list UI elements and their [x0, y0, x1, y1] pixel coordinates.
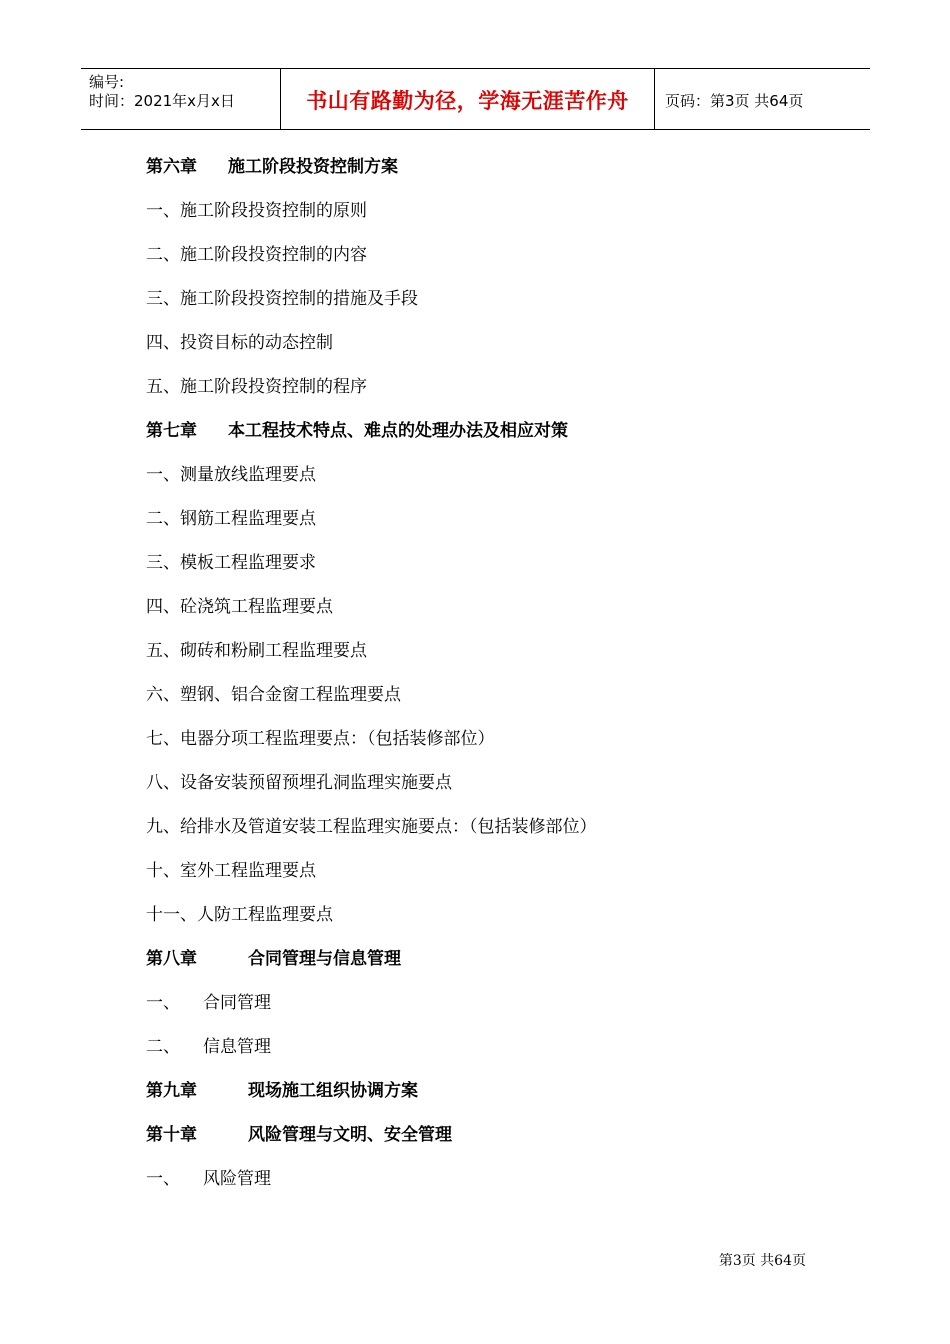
section-title: 砌砖和粉刷工程监理要点	[180, 641, 367, 661]
toc-section-item	[146, 766, 846, 810]
toc-chapter-heading	[146, 1118, 846, 1162]
table-of-contents	[146, 150, 846, 1206]
toc-section-item	[146, 458, 846, 502]
section-title: 施工阶段投资控制的措施及手段	[180, 289, 418, 309]
chapter-title: 本工程技术特点、难点的处理办法及相应对策	[228, 421, 568, 441]
section-number: 九、	[146, 817, 180, 837]
section-number: 六、	[146, 685, 180, 705]
chapter-number: 第十章	[146, 1125, 197, 1145]
document-header	[81, 68, 870, 130]
chapter-number: 第九章	[146, 1081, 197, 1101]
section-number: 五、	[146, 641, 180, 661]
section-number: 七、	[146, 729, 180, 749]
section-number: 八、	[146, 773, 180, 793]
chapter-title: 合同管理与信息管理	[248, 949, 401, 969]
chapter-number: 第六章	[146, 157, 197, 177]
header-motto-cell	[281, 69, 655, 129]
toc-section-item	[146, 986, 846, 1030]
toc-section-item	[146, 810, 846, 854]
section-title: 设备安装预留预埋孔洞监理实施要点	[180, 773, 452, 793]
header-meta-cell	[81, 69, 281, 129]
toc-section-item	[146, 1162, 846, 1206]
toc-chapter-heading	[146, 1074, 846, 1118]
header-page-cell	[655, 69, 870, 129]
toc-chapter-heading	[146, 150, 846, 194]
section-number: 二、	[146, 509, 180, 529]
chapter-title: 施工阶段投资控制方案	[228, 157, 398, 177]
toc-section-item	[146, 194, 846, 238]
toc-section-item	[146, 898, 846, 942]
chapter-number: 第八章	[146, 949, 197, 969]
toc-section-item	[146, 590, 846, 634]
toc-section-item	[146, 634, 846, 678]
toc-section-item	[146, 1030, 846, 1074]
section-title: 投资目标的动态控制	[180, 333, 333, 353]
time-label: 时间：2021年x月x日	[89, 92, 235, 110]
section-number: 十、	[146, 861, 180, 881]
section-title: 施工阶段投资控制的程序	[180, 377, 367, 397]
section-number: 四、	[146, 597, 180, 617]
toc-chapter-heading	[146, 414, 846, 458]
chapter-title: 现场施工组织协调方案	[248, 1081, 418, 1101]
section-number: 一、	[146, 993, 180, 1013]
toc-section-item	[146, 502, 846, 546]
toc-section-item	[146, 370, 846, 414]
section-title: 砼浇筑工程监理要点	[180, 597, 333, 617]
section-number: 二、	[146, 245, 180, 265]
section-title: 塑钢、铝合金窗工程监理要点	[180, 685, 401, 705]
toc-section-item	[146, 854, 846, 898]
page-footer: 第3页 共64页	[718, 1253, 806, 1269]
chapter-number: 第七章	[146, 421, 197, 441]
toc-section-item	[146, 678, 846, 722]
section-number: 一、	[146, 201, 180, 221]
section-title: 测量放线监理要点	[180, 465, 316, 485]
section-number: 二、	[146, 1037, 180, 1057]
toc-section-item	[146, 722, 846, 766]
section-title: 风险管理	[203, 1169, 271, 1189]
section-title: 模板工程监理要求	[180, 553, 316, 573]
toc-section-item	[146, 326, 846, 370]
section-title: 施工阶段投资控制的内容	[180, 245, 367, 265]
section-title: 室外工程监理要点	[180, 861, 316, 881]
header-page-info: 页码：第3页 共64页	[665, 91, 804, 110]
toc-section-item	[146, 282, 846, 326]
section-title: 钢筋工程监理要点	[180, 509, 316, 529]
section-number: 五、	[146, 377, 180, 397]
section-title: 给排水及管道安装工程监理实施要点：（包括装修部位）	[180, 817, 597, 837]
section-title: 合同管理	[203, 993, 271, 1013]
toc-section-item	[146, 238, 846, 282]
section-number: 一、	[146, 1169, 180, 1189]
chapter-title: 风险管理与文明、安全管理	[248, 1125, 452, 1145]
serial-label: 编号:	[89, 73, 125, 91]
section-title: 电器分项工程监理要点：（包括装修部位）	[180, 729, 495, 749]
section-title: 人防工程监理要点	[197, 905, 333, 925]
section-number: 十一、	[146, 905, 197, 925]
section-number: 一、	[146, 465, 180, 485]
section-title: 施工阶段投资控制的原则	[180, 201, 367, 221]
section-title: 信息管理	[203, 1037, 271, 1057]
header-motto: 书山有路勤为径，学海无涯苦作舟	[306, 89, 629, 113]
toc-section-item	[146, 546, 846, 590]
section-number: 三、	[146, 289, 180, 309]
section-number: 四、	[146, 333, 180, 353]
toc-chapter-heading	[146, 942, 846, 986]
section-number: 三、	[146, 553, 180, 573]
